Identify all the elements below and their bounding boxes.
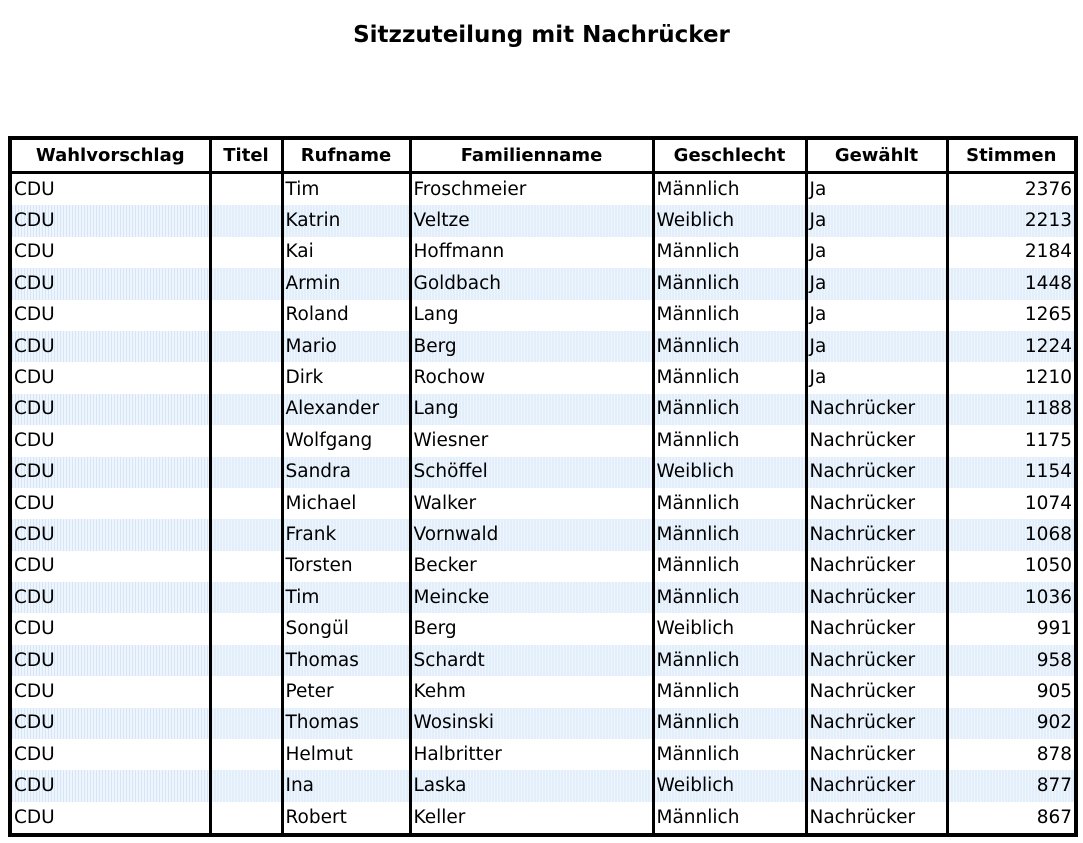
cell-familienname: Schardt bbox=[410, 645, 653, 676]
cell-geschlecht: Männlich bbox=[653, 362, 806, 393]
cell-gewaehlt: Ja bbox=[806, 300, 947, 331]
cell-gewaehlt: Nachrücker bbox=[806, 425, 947, 456]
cell-familienname: Hoffmann bbox=[410, 237, 653, 268]
cell-gewaehlt: Nachrücker bbox=[806, 645, 947, 676]
cell-titel bbox=[210, 645, 282, 676]
cell-titel bbox=[210, 613, 282, 644]
cell-gewaehlt: Ja bbox=[806, 173, 947, 206]
table-row bbox=[10, 613, 1076, 644]
cell-stimmen: 878 bbox=[947, 739, 1076, 770]
cell-titel bbox=[210, 551, 282, 582]
cell-familienname: Rochow bbox=[410, 362, 653, 393]
cell-wahlvorschlag: CDU bbox=[10, 488, 210, 519]
cell-familienname: Wosinski bbox=[410, 708, 653, 739]
cell-stimmen: 1210 bbox=[947, 362, 1076, 393]
cell-rufname: Torsten bbox=[282, 551, 410, 582]
cell-gewaehlt: Nachrücker bbox=[806, 519, 947, 550]
cell-titel bbox=[210, 237, 282, 268]
cell-familienname: Vornwald bbox=[410, 519, 653, 550]
cell-geschlecht: Männlich bbox=[653, 582, 806, 613]
cell-geschlecht: Männlich bbox=[653, 519, 806, 550]
cell-rufname: Ina bbox=[282, 770, 410, 801]
cell-familienname: Walker bbox=[410, 488, 653, 519]
cell-stimmen: 902 bbox=[947, 708, 1076, 739]
cell-wahlvorschlag: CDU bbox=[10, 582, 210, 613]
table-row bbox=[10, 582, 1076, 613]
cell-familienname: Wiesner bbox=[410, 425, 653, 456]
cell-titel bbox=[210, 362, 282, 393]
cell-gewaehlt: Nachrücker bbox=[806, 802, 947, 835]
table-row bbox=[10, 394, 1076, 425]
cell-rufname: Dirk bbox=[282, 362, 410, 393]
cell-titel bbox=[210, 457, 282, 488]
cell-titel bbox=[210, 519, 282, 550]
cell-rufname: Thomas bbox=[282, 708, 410, 739]
cell-geschlecht: Männlich bbox=[653, 645, 806, 676]
table-row bbox=[10, 425, 1076, 456]
cell-stimmen: 2213 bbox=[947, 205, 1076, 236]
table-row bbox=[10, 362, 1076, 393]
cell-stimmen: 1036 bbox=[947, 582, 1076, 613]
cell-rufname: Sandra bbox=[282, 457, 410, 488]
table-row bbox=[10, 457, 1076, 488]
table-row bbox=[10, 708, 1076, 739]
cell-rufname: Frank bbox=[282, 519, 410, 550]
header-familienname: Familienname bbox=[410, 138, 653, 173]
cell-rufname: Kai bbox=[282, 237, 410, 268]
cell-geschlecht: Männlich bbox=[653, 739, 806, 770]
cell-titel bbox=[210, 770, 282, 801]
cell-familienname: Lang bbox=[410, 300, 653, 331]
cell-stimmen: 1154 bbox=[947, 457, 1076, 488]
cell-familienname: Kehm bbox=[410, 676, 653, 707]
cell-familienname: Veltze bbox=[410, 205, 653, 236]
cell-rufname: Thomas bbox=[282, 645, 410, 676]
cell-rufname: Wolfgang bbox=[282, 425, 410, 456]
table-row bbox=[10, 676, 1076, 707]
cell-titel bbox=[210, 676, 282, 707]
cell-titel bbox=[210, 331, 282, 362]
cell-wahlvorschlag: CDU bbox=[10, 645, 210, 676]
cell-rufname: Roland bbox=[282, 300, 410, 331]
cell-wahlvorschlag: CDU bbox=[10, 394, 210, 425]
cell-wahlvorschlag: CDU bbox=[10, 739, 210, 770]
cell-gewaehlt: Nachrücker bbox=[806, 551, 947, 582]
table-row bbox=[10, 739, 1076, 770]
table-row bbox=[10, 300, 1076, 331]
cell-stimmen: 1265 bbox=[947, 300, 1076, 331]
cell-wahlvorschlag: CDU bbox=[10, 457, 210, 488]
cell-geschlecht: Männlich bbox=[653, 237, 806, 268]
cell-wahlvorschlag: CDU bbox=[10, 173, 210, 206]
cell-titel bbox=[210, 488, 282, 519]
cell-gewaehlt: Nachrücker bbox=[806, 394, 947, 425]
cell-wahlvorschlag: CDU bbox=[10, 676, 210, 707]
cell-titel bbox=[210, 205, 282, 236]
cell-rufname: Robert bbox=[282, 802, 410, 835]
cell-wahlvorschlag: CDU bbox=[10, 237, 210, 268]
cell-stimmen: 1068 bbox=[947, 519, 1076, 550]
cell-gewaehlt: Nachrücker bbox=[806, 457, 947, 488]
cell-familienname: Berg bbox=[410, 331, 653, 362]
cell-geschlecht: Männlich bbox=[653, 708, 806, 739]
cell-familienname: Goldbach bbox=[410, 268, 653, 299]
cell-gewaehlt: Nachrücker bbox=[806, 676, 947, 707]
cell-stimmen: 1175 bbox=[947, 425, 1076, 456]
cell-stimmen: 2184 bbox=[947, 237, 1076, 268]
cell-geschlecht: Weiblich bbox=[653, 457, 806, 488]
cell-geschlecht: Weiblich bbox=[653, 205, 806, 236]
cell-titel bbox=[210, 802, 282, 835]
cell-gewaehlt: Ja bbox=[806, 268, 947, 299]
cell-wahlvorschlag: CDU bbox=[10, 362, 210, 393]
cell-wahlvorschlag: CDU bbox=[10, 551, 210, 582]
table-row bbox=[10, 237, 1076, 268]
page-title: Sitzzuteilung mit Nachrücker bbox=[353, 22, 730, 48]
cell-stimmen: 1224 bbox=[947, 331, 1076, 362]
cell-rufname: Mario bbox=[282, 331, 410, 362]
header-stimmen: Stimmen bbox=[947, 138, 1076, 173]
cell-gewaehlt: Ja bbox=[806, 237, 947, 268]
cell-rufname: Tim bbox=[282, 582, 410, 613]
cell-geschlecht: Männlich bbox=[653, 425, 806, 456]
cell-stimmen: 1188 bbox=[947, 394, 1076, 425]
table-row bbox=[10, 331, 1076, 362]
cell-stimmen: 991 bbox=[947, 613, 1076, 644]
cell-gewaehlt: Nachrücker bbox=[806, 582, 947, 613]
cell-geschlecht: Männlich bbox=[653, 331, 806, 362]
cell-titel bbox=[210, 708, 282, 739]
cell-wahlvorschlag: CDU bbox=[10, 708, 210, 739]
cell-geschlecht: Männlich bbox=[653, 268, 806, 299]
header-wahlvorschlag: Wahlvorschlag bbox=[10, 138, 210, 173]
cell-wahlvorschlag: CDU bbox=[10, 770, 210, 801]
cell-rufname: Peter bbox=[282, 676, 410, 707]
cell-geschlecht: Männlich bbox=[653, 802, 806, 835]
cell-rufname: Tim bbox=[282, 173, 410, 206]
table-row bbox=[10, 519, 1076, 550]
header-titel: Titel bbox=[210, 138, 282, 173]
header-geschlecht: Geschlecht bbox=[653, 138, 806, 173]
cell-geschlecht: Männlich bbox=[653, 173, 806, 206]
cell-geschlecht: Weiblich bbox=[653, 613, 806, 644]
cell-wahlvorschlag: CDU bbox=[10, 205, 210, 236]
cell-geschlecht: Männlich bbox=[653, 488, 806, 519]
cell-geschlecht: Weiblich bbox=[653, 770, 806, 801]
cell-stimmen: 958 bbox=[947, 645, 1076, 676]
cell-wahlvorschlag: CDU bbox=[10, 519, 210, 550]
cell-titel bbox=[210, 268, 282, 299]
table-row bbox=[10, 268, 1076, 299]
table-row bbox=[10, 551, 1076, 582]
cell-titel bbox=[210, 582, 282, 613]
cell-stimmen: 905 bbox=[947, 676, 1076, 707]
cell-wahlvorschlag: CDU bbox=[10, 268, 210, 299]
cell-titel bbox=[210, 394, 282, 425]
seat-allocation-table bbox=[8, 136, 1078, 837]
cell-familienname: Lang bbox=[410, 394, 653, 425]
cell-wahlvorschlag: CDU bbox=[10, 331, 210, 362]
cell-gewaehlt: Nachrücker bbox=[806, 770, 947, 801]
cell-geschlecht: Männlich bbox=[653, 551, 806, 582]
cell-rufname: Alexander bbox=[282, 394, 410, 425]
cell-titel bbox=[210, 173, 282, 206]
header-row bbox=[10, 138, 1076, 173]
cell-familienname: Halbritter bbox=[410, 739, 653, 770]
cell-gewaehlt: Ja bbox=[806, 205, 947, 236]
cell-stimmen: 877 bbox=[947, 770, 1076, 801]
cell-stimmen: 1074 bbox=[947, 488, 1076, 519]
cell-gewaehlt: Ja bbox=[806, 362, 947, 393]
cell-geschlecht: Männlich bbox=[653, 676, 806, 707]
cell-rufname: Katrin bbox=[282, 205, 410, 236]
cell-familienname: Froschmeier bbox=[410, 173, 653, 206]
table-row bbox=[10, 205, 1076, 236]
cell-geschlecht: Männlich bbox=[653, 300, 806, 331]
header-rufname: Rufname bbox=[282, 138, 410, 173]
cell-wahlvorschlag: CDU bbox=[10, 613, 210, 644]
table-row bbox=[10, 802, 1076, 835]
cell-wahlvorschlag: CDU bbox=[10, 300, 210, 331]
cell-familienname: Keller bbox=[410, 802, 653, 835]
cell-gewaehlt: Nachrücker bbox=[806, 739, 947, 770]
cell-gewaehlt: Nachrücker bbox=[806, 488, 947, 519]
cell-wahlvorschlag: CDU bbox=[10, 802, 210, 835]
table-row bbox=[10, 645, 1076, 676]
cell-titel bbox=[210, 425, 282, 456]
cell-titel bbox=[210, 739, 282, 770]
cell-stimmen: 867 bbox=[947, 802, 1076, 835]
cell-stimmen: 1448 bbox=[947, 268, 1076, 299]
cell-gewaehlt: Nachrücker bbox=[806, 613, 947, 644]
cell-familienname: Becker bbox=[410, 551, 653, 582]
cell-familienname: Meincke bbox=[410, 582, 653, 613]
table-row bbox=[10, 770, 1076, 801]
cell-geschlecht: Männlich bbox=[653, 394, 806, 425]
cell-gewaehlt: Nachrücker bbox=[806, 708, 947, 739]
table-row bbox=[10, 173, 1076, 206]
header-gewaehlt: Gewählt bbox=[806, 138, 947, 173]
cell-titel bbox=[210, 300, 282, 331]
cell-rufname: Songül bbox=[282, 613, 410, 644]
cell-familienname: Laska bbox=[410, 770, 653, 801]
cell-wahlvorschlag: CDU bbox=[10, 425, 210, 456]
cell-familienname: Berg bbox=[410, 613, 653, 644]
cell-gewaehlt: Ja bbox=[806, 331, 947, 362]
cell-stimmen: 1050 bbox=[947, 551, 1076, 582]
cell-familienname: Schöffel bbox=[410, 457, 653, 488]
cell-rufname: Armin bbox=[282, 268, 410, 299]
cell-rufname: Michael bbox=[282, 488, 410, 519]
table-row bbox=[10, 488, 1076, 519]
cell-stimmen: 2376 bbox=[947, 173, 1076, 206]
cell-rufname: Helmut bbox=[282, 739, 410, 770]
